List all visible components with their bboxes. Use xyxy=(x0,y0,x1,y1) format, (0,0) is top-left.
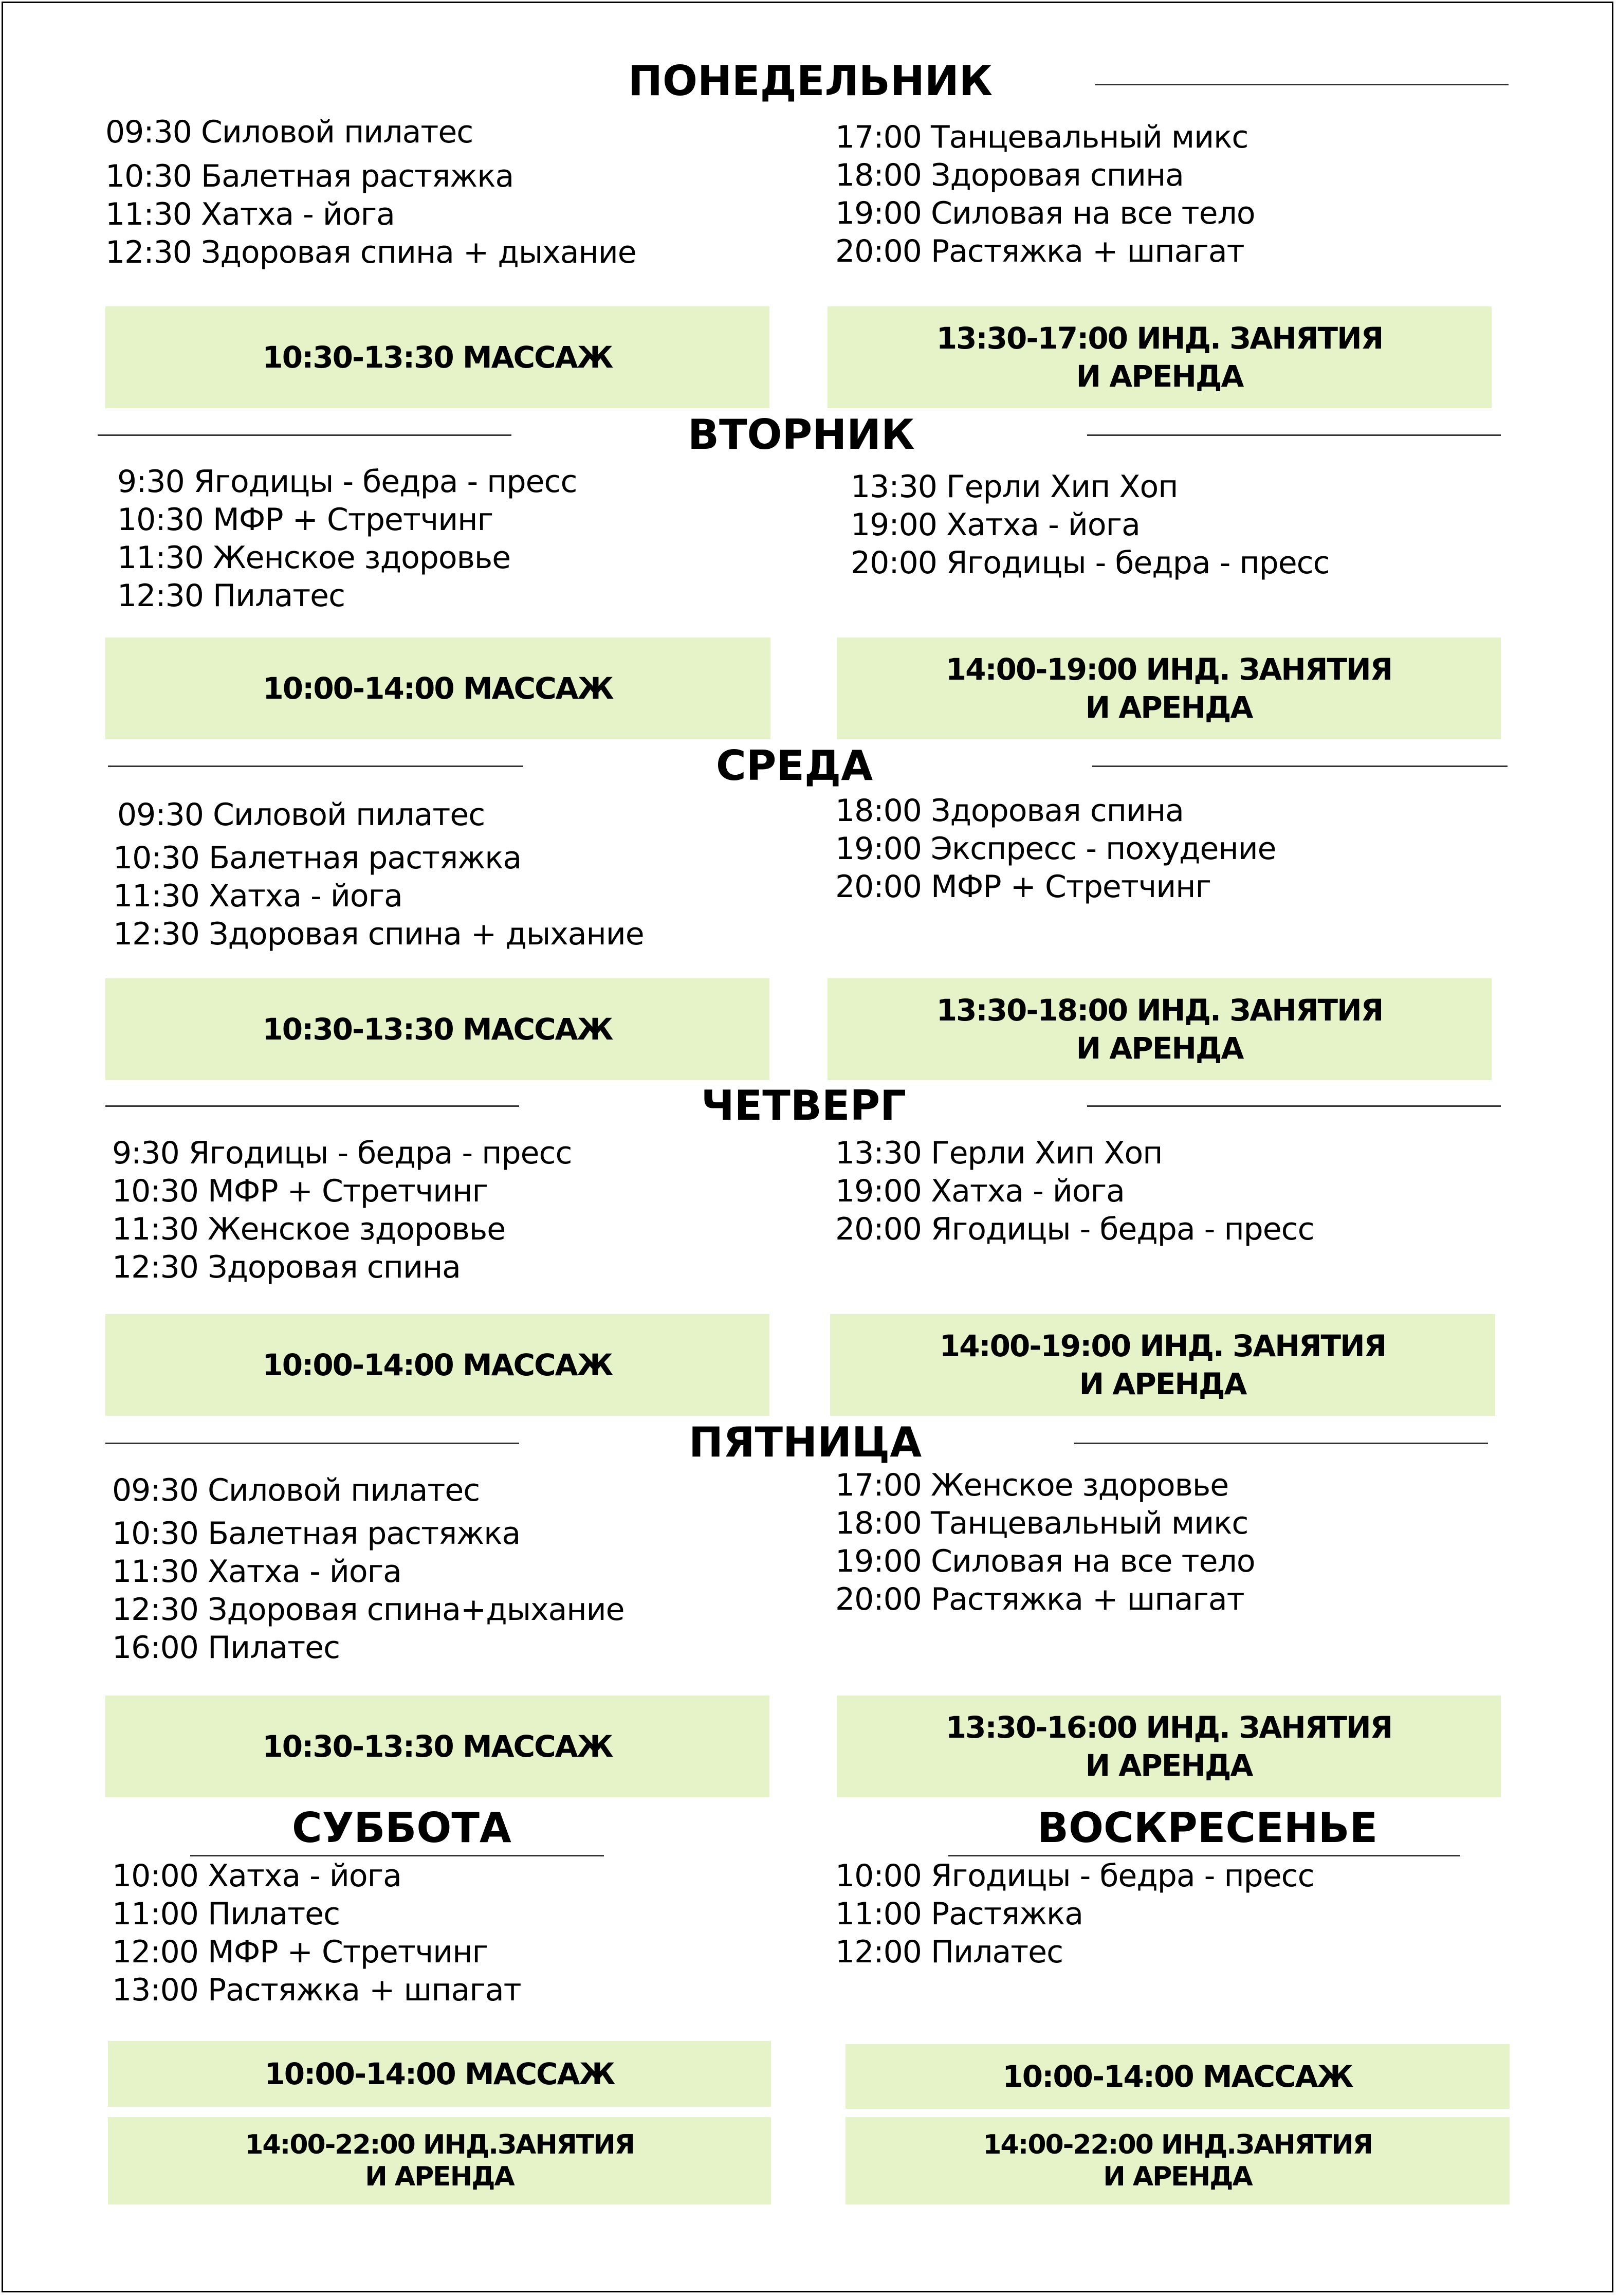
massage-label: 10:30-13:30 МАССАЖ xyxy=(262,1012,613,1047)
divider-line xyxy=(105,1105,519,1107)
class-line: 11:30 Хатха - йога xyxy=(105,196,395,232)
day-title-thursday: ЧЕТВЕРГ xyxy=(701,1082,907,1129)
divider-line xyxy=(98,434,511,436)
divider-line xyxy=(1087,1105,1501,1107)
individual-label-line1: 13:30-18:00 ИНД. ЗАНЯТИЯ xyxy=(936,993,1383,1028)
class-line: 19:00 Силовая на все тело xyxy=(835,195,1255,231)
class-line: 9:30 Ягодицы - бедра - пресс xyxy=(117,464,577,500)
class-line: 10:30 МФР + Стретчинг xyxy=(112,1173,488,1209)
class-line: 19:00 Хатха - йога xyxy=(835,1173,1125,1209)
class-line: 11:30 Хатха - йога xyxy=(113,878,402,914)
class-line: 19:00 Хатха - йога xyxy=(851,507,1140,543)
individual-label-line2: И АРЕНДА xyxy=(1103,2161,1252,2192)
individual-box-friday xyxy=(837,1696,1501,1797)
individual-label-line2: И АРЕНДА xyxy=(1085,690,1253,725)
class-line: 18:00 Здоровая спина xyxy=(835,793,1184,829)
individual-label-line2: И АРЕНДА xyxy=(365,2161,514,2192)
divider-line xyxy=(108,766,523,767)
class-line: 18:00 Танцевальный микс xyxy=(835,1505,1248,1541)
class-line: 17:00 Танцевальный микс xyxy=(835,119,1248,155)
class-line: 13:00 Растяжка + шпагат xyxy=(112,1972,521,2008)
individual-label-line1: 13:30-17:00 ИНД. ЗАНЯТИЯ xyxy=(936,321,1383,356)
divider-line xyxy=(190,1855,604,1856)
day-title-saturday: СУББОТА xyxy=(292,1804,511,1852)
divider-line xyxy=(1087,434,1501,436)
class-line: 9:30 Ягодицы - бедра - пресс xyxy=(112,1135,572,1171)
day-title-friday: ПЯТНИЦА xyxy=(689,1418,922,1466)
massage-box-sunday xyxy=(846,2044,1510,2109)
individual-box-monday xyxy=(828,306,1492,408)
massage-box-monday xyxy=(105,306,769,408)
class-line: 10:30 Балетная растяжка xyxy=(105,158,514,194)
massage-label: 10:00-14:00 МАССАЖ xyxy=(264,2056,615,2091)
class-line: 13:30 Герли Хип Хоп xyxy=(851,469,1178,505)
massage-label: 10:00-14:00 МАССАЖ xyxy=(1002,2059,1353,2094)
class-line: 11:00 Пилатес xyxy=(112,1896,340,1932)
individual-box-wednesday xyxy=(828,978,1492,1080)
class-line: 10:30 Балетная растяжка xyxy=(113,840,522,876)
class-line: 10:00 Ягодицы - бедра - пресс xyxy=(835,1858,1314,1894)
class-line: 20:00 Растяжка + шпагат xyxy=(835,1581,1244,1617)
individual-label-line1: 14:00-22:00 ИНД.ЗАНЯТИЯ xyxy=(983,2129,1372,2160)
massage-box-saturday xyxy=(108,2041,771,2107)
individual-label-line2: И АРЕНДА xyxy=(1076,1031,1243,1066)
individual-label-line2: И АРЕНДА xyxy=(1079,1366,1246,1401)
class-line: 17:00 Женское здоровье xyxy=(835,1467,1229,1503)
class-line: 11:30 Женское здоровье xyxy=(117,540,511,576)
day-title-wednesday: СРЕДА xyxy=(716,742,873,790)
divider-line xyxy=(948,1855,1460,1856)
individual-label-line2: И АРЕНДА xyxy=(1085,1748,1253,1783)
class-line: 12:30 Здоровая спина+дыхание xyxy=(112,1592,624,1628)
class-line: 12:30 Здоровая спина + дыхание xyxy=(113,916,644,952)
individual-box-thursday xyxy=(830,1314,1495,1416)
class-line: 18:00 Здоровая спина xyxy=(835,157,1184,193)
class-line: 19:00 Силовая на все тело xyxy=(835,1543,1255,1579)
class-line: 12:00 Пилатес xyxy=(835,1934,1063,1970)
individual-label-line2: И АРЕНДА xyxy=(1076,359,1243,394)
individual-box-sunday xyxy=(846,2117,1510,2204)
divider-line xyxy=(1074,1443,1488,1444)
class-line: 20:00 Ягодицы - бедра - пресс xyxy=(851,545,1330,581)
massage-label: 10:30-13:30 МАССАЖ xyxy=(262,340,613,375)
massage-box-wednesday xyxy=(105,978,769,1080)
class-line: 20:00 Ягодицы - бедра - пресс xyxy=(835,1211,1314,1247)
massage-label: 10:00-14:00 МАССАЖ xyxy=(263,671,613,706)
individual-label-line1: 14:00-19:00 ИНД. ЗАНЯТИЯ xyxy=(945,652,1392,687)
individual-box-saturday xyxy=(108,2117,771,2204)
class-line: 12:30 Здоровая спина xyxy=(112,1249,461,1285)
class-line: 12:30 Здоровая спина + дыхание xyxy=(105,234,636,270)
class-line: 12:30 Пилатес xyxy=(117,578,345,614)
massage-box-friday xyxy=(105,1696,769,1797)
individual-label-line1: 14:00-22:00 ИНД.ЗАНЯТИЯ xyxy=(245,2129,634,2160)
day-title-tuesday: ВТОРНИК xyxy=(688,411,915,459)
divider-line xyxy=(105,1443,519,1444)
individual-box-tuesday xyxy=(837,637,1501,739)
class-line: 11:30 Женское здоровье xyxy=(112,1211,506,1247)
class-line: 16:00 Пилатес xyxy=(112,1630,340,1666)
divider-line xyxy=(1095,84,1509,85)
class-line: 10:30 МФР + Стретчинг xyxy=(117,502,493,538)
class-line: 11:00 Растяжка xyxy=(835,1896,1083,1932)
class-line: 11:30 Хатха - йога xyxy=(112,1554,401,1590)
day-title-monday: ПОНЕДЕЛЬНИК xyxy=(628,57,993,105)
massage-box-tuesday xyxy=(105,637,770,739)
class-line: 10:00 Хатха - йога xyxy=(112,1858,401,1894)
massage-label: 10:00-14:00 МАССАЖ xyxy=(262,1347,613,1382)
massage-box-thursday xyxy=(105,1314,769,1416)
class-line: 09:30 Силовой пилатес xyxy=(117,797,485,833)
day-title-sunday: ВОСКРЕСЕНЬЕ xyxy=(1037,1804,1378,1852)
massage-label: 10:30-13:30 МАССАЖ xyxy=(262,1729,613,1764)
class-line: 12:00 МФР + Стретчинг xyxy=(112,1934,488,1970)
class-line: 09:30 Силовой пилатес xyxy=(112,1472,480,1508)
divider-line xyxy=(1092,766,1508,767)
class-line: 10:30 Балетная растяжка xyxy=(112,1516,521,1552)
individual-label-line1: 13:30-16:00 ИНД. ЗАНЯТИЯ xyxy=(945,1710,1392,1745)
individual-label-line1: 14:00-19:00 ИНД. ЗАНЯТИЯ xyxy=(939,1328,1386,1363)
class-line: 13:30 Герли Хип Хоп xyxy=(835,1135,1163,1171)
class-line: 20:00 Растяжка + шпагат xyxy=(835,233,1244,269)
class-line: 20:00 МФР + Стретчинг xyxy=(835,869,1211,905)
class-line: 09:30 Силовой пилатес xyxy=(105,114,473,150)
class-line: 19:00 Экспресс - похудение xyxy=(835,831,1276,867)
